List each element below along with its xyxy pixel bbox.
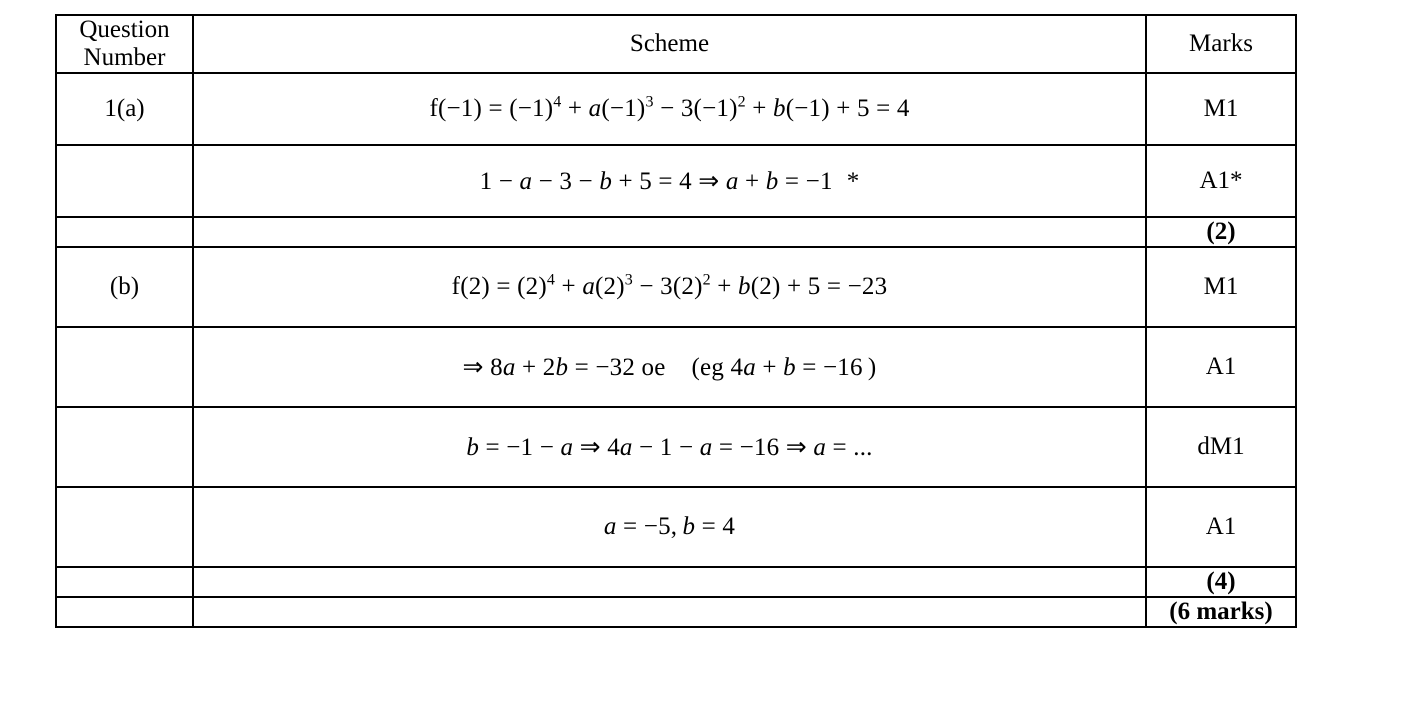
question-label: (b) [56, 247, 193, 327]
mark-cell: (2) [1146, 217, 1296, 247]
table-row [56, 407, 1296, 487]
mark-cell: (4) [1146, 567, 1296, 597]
table-row [56, 145, 1296, 217]
scheme-math: $f(2) = (2)^4 + a(2)^3 - 3(2)^2 + b(2) + 5 = -23$ [451, 271, 888, 300]
scheme-math: $f(-1) = (-1)^4 + a(-1)^3 - 3(-1)^2 + b(-1) + 5 = 4$ [429, 93, 910, 122]
question-label [56, 217, 193, 247]
question-label [56, 567, 193, 597]
scheme-cell [193, 487, 1146, 567]
table-row [56, 73, 1296, 145]
table-row [56, 217, 1296, 247]
table-row-total [56, 597, 1296, 627]
question-label [56, 145, 193, 217]
scheme-cell [193, 247, 1146, 327]
table-row [56, 567, 1296, 597]
total-marks-cell: (6 marks) [1146, 597, 1296, 627]
table-row [56, 487, 1296, 567]
scheme-math: 1 − a − 3 − b + 5 = 4 ⇒ a + b = −1 * [479, 168, 860, 195]
question-label [56, 597, 193, 627]
mark-cell: M1 [1146, 73, 1296, 145]
mark-cell: A1 [1146, 487, 1296, 567]
mark-cell: A1 [1146, 327, 1296, 407]
scheme-cell [193, 407, 1146, 487]
scheme-cell [193, 597, 1146, 627]
scheme-cell [193, 145, 1146, 217]
markscheme-table [55, 14, 1297, 628]
scheme-math: ⇒ 8a + 2b = −32 oe (eg 4a + b = −16 ) [462, 354, 877, 381]
header-scheme: Scheme [193, 15, 1146, 73]
question-label [56, 487, 193, 567]
question-label [56, 327, 193, 407]
header-question-number-line1: Question [79, 16, 170, 43]
header-marks: Marks [1146, 15, 1296, 73]
scheme-math: b = −1 − a ⇒ 4a − 1 − a = −16 ⇒ a = ... [466, 434, 873, 461]
question-label: 1(a) [56, 73, 193, 145]
scheme-math: a = −5, b = 4 [603, 513, 736, 540]
header-question-number [56, 15, 193, 73]
table-row [56, 247, 1296, 327]
mark-cell: M1 [1146, 247, 1296, 327]
mark-cell: A1* [1146, 145, 1296, 217]
table-header-row [56, 15, 1296, 73]
header-question-number-line2: Number [83, 44, 166, 71]
scheme-cell [193, 327, 1146, 407]
table-row [56, 327, 1296, 407]
mark-cell: dM1 [1146, 407, 1296, 487]
scheme-cell [193, 73, 1146, 145]
scheme-cell [193, 567, 1146, 597]
scheme-cell [193, 217, 1146, 247]
question-label [56, 407, 193, 487]
